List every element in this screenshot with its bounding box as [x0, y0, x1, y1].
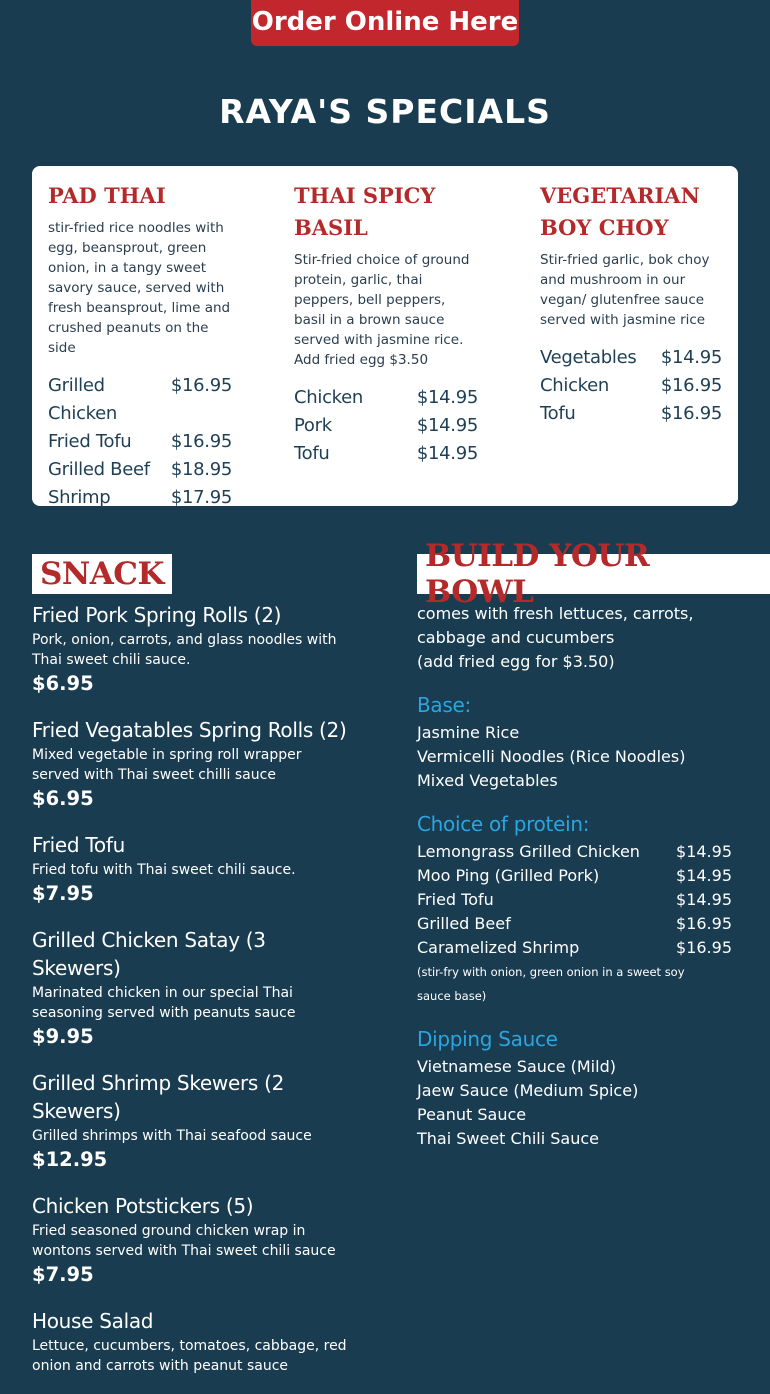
price-row — [540, 400, 722, 428]
base-item: Mixed Vegetables — [417, 771, 558, 790]
price-value: $16.95 — [170, 431, 232, 452]
dipping-item: Jaew Sauce (Medium Spice) — [417, 1081, 639, 1100]
snack-price: $6.95 — [32, 787, 94, 810]
price-label: Chicken — [294, 387, 364, 408]
snack-name: Grilled Chicken Satay (3 Skewers) — [32, 928, 266, 980]
protein-note-line: (stir-fry with onion, green onion in a sweet soy — [417, 965, 685, 979]
snack-name: Chicken Potstickers (5) — [32, 1194, 254, 1218]
snack-list — [32, 601, 352, 1394]
snack-item — [32, 926, 352, 1051]
snack-description: Lettuce, cucumbers, tomatoes, cabbage, red onion and carrots with peanut sauce — [32, 1338, 347, 1374]
price-table — [294, 384, 478, 468]
price-value: $18.95 — [170, 459, 232, 480]
special-description: stir-fried rice noodles with egg, beansprout, green onion, in a tangy sweet savory sauce, served with fresh beansprout, lime and crushed peanuts on the side — [48, 220, 231, 356]
protein-item — [417, 936, 732, 960]
protein-note-line: sauce base) — [417, 989, 487, 1003]
price-label: Tofu — [294, 443, 330, 464]
snack-heading-text: SNACK — [40, 556, 164, 592]
special-name — [540, 180, 722, 244]
snack-name: Fried Pork Spring Rolls (2) — [32, 603, 282, 627]
dipping-item: Vietnamese Sauce (Mild) — [417, 1057, 616, 1076]
price-value: $14.95 — [416, 443, 478, 464]
bowl-heading — [417, 538, 770, 610]
price-value: $14.95 — [660, 347, 722, 368]
protein-title: Choice of protein: — [417, 812, 590, 836]
price-value: $16.95 — [660, 375, 722, 396]
snack-description: Pork, onion, carrots, and glass noodles with Thai sweet chili sauce. — [32, 632, 337, 668]
snack-name: Fried Vegatables Spring Rolls (2) — [32, 718, 347, 742]
price-label: Shrimp — [48, 487, 111, 508]
price-label: Pork — [294, 415, 332, 436]
special-name — [294, 180, 478, 244]
price-table — [540, 344, 722, 428]
protein-label: Lemongrass Grilled Chicken — [417, 842, 640, 861]
protein-price: $14.95 — [676, 866, 732, 885]
price-value: $16.95 — [660, 403, 722, 424]
snack-item — [32, 1192, 352, 1289]
protein-price: $14.95 — [676, 842, 732, 861]
price-label: Grilled Chicken — [48, 375, 118, 424]
special-description: Stir-fried choice of ground protein, garlic, thai peppers, bell peppers, basil in a brown sauce served with jasmine rice. Add fried egg $3.50 — [294, 252, 470, 368]
price-table — [48, 372, 232, 512]
price-value: $14.95 — [416, 415, 478, 436]
dipping-item: Peanut Sauce — [417, 1105, 527, 1124]
snack-price: $7.95 — [32, 882, 94, 905]
price-row — [540, 372, 722, 400]
snack-name: House Salad — [32, 1309, 154, 1333]
bowl-heading-text: BUILD YOUR BOWL — [425, 538, 650, 610]
price-row — [48, 484, 232, 512]
protein-item — [417, 840, 732, 864]
protein-label: Caramelized Shrimp — [417, 938, 580, 957]
snack-name: Fried Tofu — [32, 833, 125, 857]
special-thai-spicy-basil — [294, 180, 478, 468]
snack-price: $6.95 — [32, 672, 94, 695]
special-name-line: BOY CHOY — [540, 215, 669, 240]
snack-item — [32, 1069, 352, 1174]
price-label: Chicken — [540, 375, 610, 396]
price-row — [48, 428, 232, 456]
price-row — [294, 412, 478, 440]
base-item: Vermicelli Noodles (Rice Noodles) — [417, 747, 686, 766]
snack-item — [32, 601, 352, 698]
price-label: Grilled Beef — [48, 459, 150, 480]
protein-item — [417, 864, 732, 888]
snack-heading — [32, 554, 172, 594]
protein-price: $16.95 — [676, 914, 732, 933]
build-your-bowl — [417, 602, 732, 1151]
protein-label: Moo Ping (Grilled Pork) — [417, 866, 600, 885]
special-vegetarian-boy-choy — [540, 180, 722, 428]
snack-item — [32, 1307, 352, 1376]
protein-price: $14.95 — [676, 890, 732, 909]
price-value: $17.95 — [170, 487, 232, 508]
snack-description: Marinated chicken in our special Thai seasoning served with peanuts sauce — [32, 985, 296, 1021]
snack-description: Grilled shrimps with Thai seafood sauce — [32, 1128, 312, 1144]
special-name-line: VEGETARIAN — [540, 183, 700, 208]
bowl-intro-line: (add fried egg for $3.50) — [417, 652, 615, 671]
protein-item — [417, 912, 732, 936]
snack-description: Mixed vegetable in spring roll wrapper served with Thai sweet chilli sauce — [32, 747, 302, 783]
special-name: PAD THAI — [48, 183, 166, 208]
special-pad-thai — [48, 180, 232, 512]
special-name-line: THAI SPICY — [294, 183, 436, 208]
protein-label: Fried Tofu — [417, 890, 494, 909]
specials-card — [32, 166, 738, 506]
protein-note — [417, 960, 732, 1008]
price-label: Vegetables — [540, 347, 637, 368]
dipping-title: Dipping Sauce — [417, 1027, 558, 1051]
dipping-item: Thai Sweet Chili Sauce — [417, 1129, 600, 1148]
price-row — [294, 440, 478, 468]
base-title: Base: — [417, 693, 471, 717]
snack-description: Fried seasoned ground chicken wrap in wontons served with Thai sweet chili sauce — [32, 1223, 336, 1259]
bowl-intro-line: comes with fresh lettuces, carrots, — [417, 604, 694, 623]
snack-price: $9.95 — [32, 1025, 94, 1048]
order-online-button[interactable]: Order Online Here — [251, 0, 519, 46]
snack-name: Grilled Shrimp Skewers (2 Skewers) — [32, 1071, 284, 1123]
snack-item — [32, 716, 352, 813]
special-name-line: BASIL — [294, 215, 368, 240]
price-row — [48, 372, 232, 428]
protein-item — [417, 888, 732, 912]
price-value: $16.95 — [170, 375, 232, 396]
price-row — [294, 384, 478, 412]
price-label: Tofu — [540, 403, 576, 424]
snack-price: $12.95 — [32, 1148, 108, 1171]
bowl-intro — [417, 602, 732, 674]
snack-description: Fried tofu with Thai sweet chili sauce. — [32, 862, 296, 878]
snack-item — [32, 831, 352, 908]
price-row — [540, 344, 722, 372]
price-row — [48, 456, 232, 484]
special-description: Stir-fried garlic, bok choy and mushroom in our vegan/ glutenfree sauce served with jasmine rice — [540, 252, 710, 328]
bowl-intro-line: cabbage and cucumbers — [417, 628, 615, 647]
snack-price: $7.95 — [32, 1263, 94, 1286]
price-value: $14.95 — [416, 387, 478, 408]
base-item: Jasmine Rice — [417, 723, 520, 742]
protein-price: $16.95 — [676, 938, 732, 957]
specials-title: RAYA'S SPECIALS — [219, 92, 551, 131]
price-label: Fried Tofu — [48, 431, 132, 452]
protein-label: Grilled Beef — [417, 914, 511, 933]
